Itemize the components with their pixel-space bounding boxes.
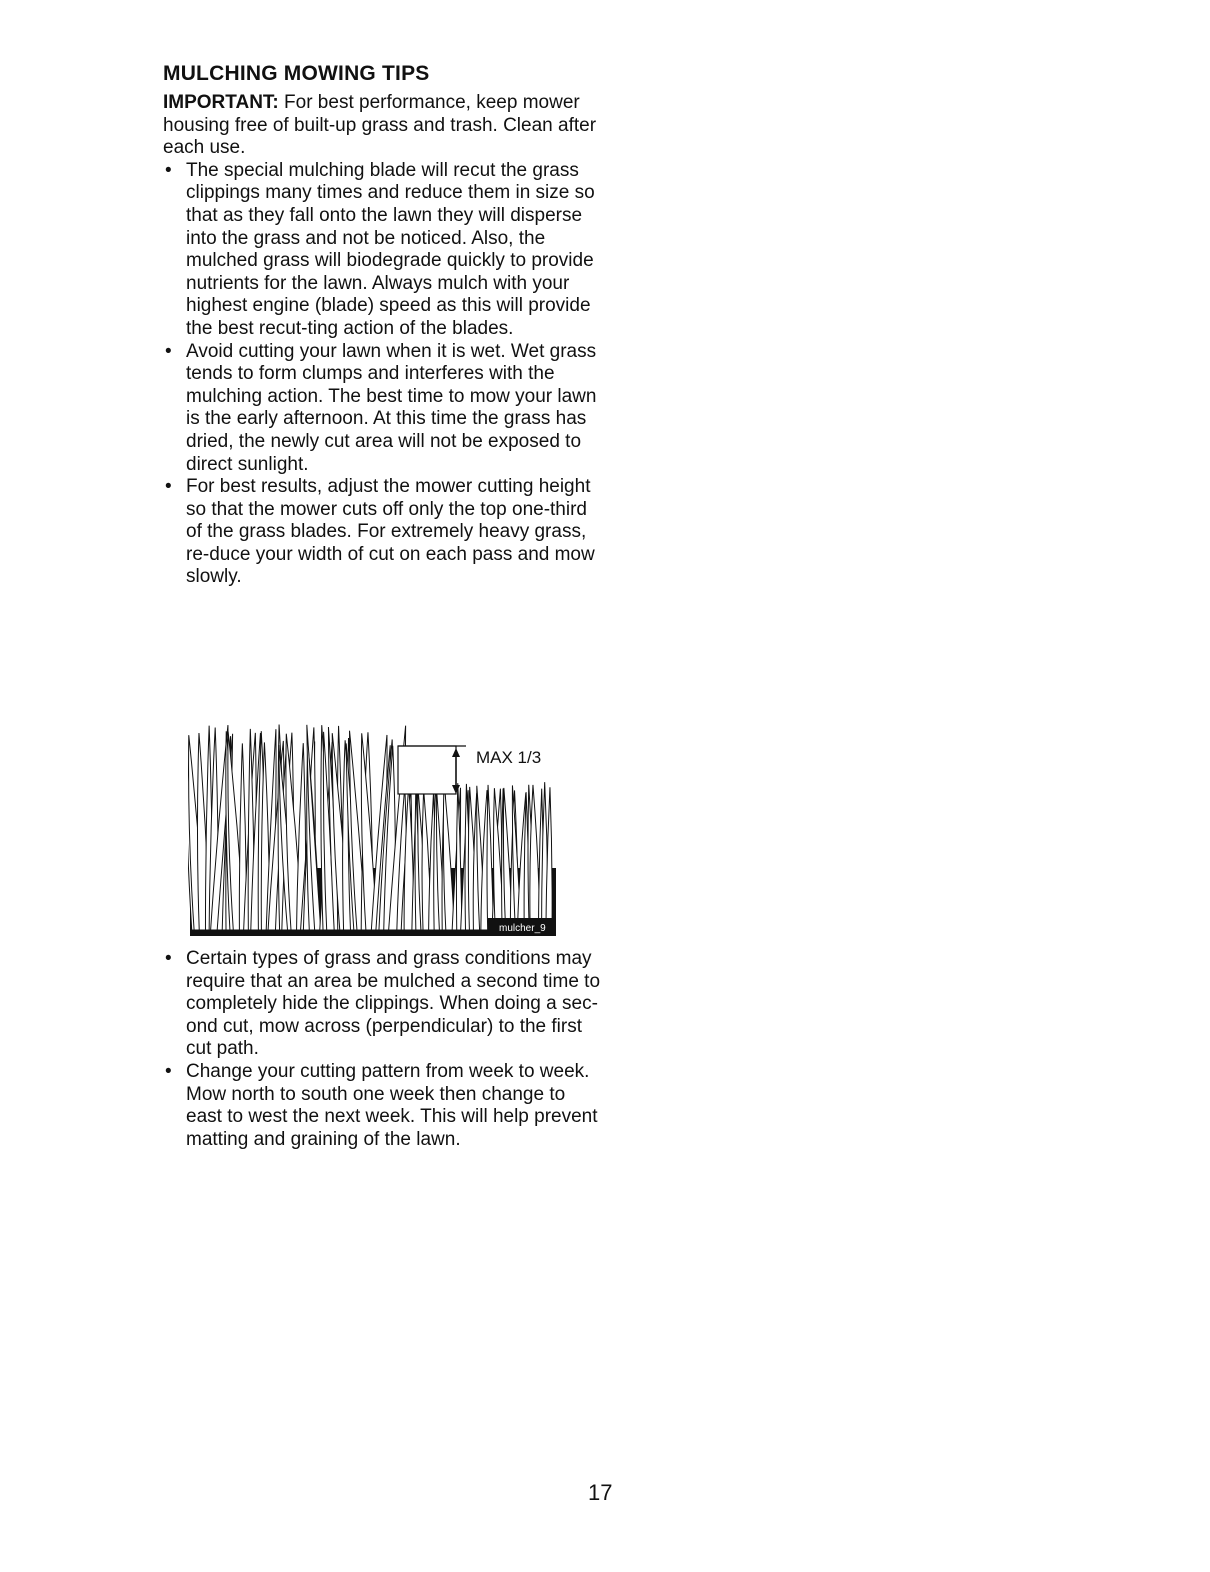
list-item: • The special mulching blade will recut the grass clippings many times and reduce them in size so that as they fall onto the lawn they will disperse into the grass and not be noticed. Also, the mulched grass will biodegrade quickly to provide nutrients for the lawn. Always mulch with your highest engine (blade) speed as this will provide the best recut-ting action of the blades. <box>163 160 603 341</box>
list-item: • Avoid cutting your lawn when it is wet. Wet grass tends to form clumps and interferes with the mulching action. The best time to mow your lawn is the early afternoon. At this time the grass has dried, the newly cut area will not be exposed to direct sunlight. <box>163 341 603 477</box>
mulching-tips-section <box>163 62 603 589</box>
grass-cutting-illustration <box>188 718 568 938</box>
cut-area-outline <box>398 746 456 794</box>
important-note <box>163 92 603 160</box>
grass-drawing <box>188 718 568 938</box>
important-label: IMPORTANT: <box>163 92 279 113</box>
grass-blade <box>546 787 552 930</box>
important-text: For best performance, keep mower housing free of built-up grass and trash. Clean after each use. <box>163 92 597 159</box>
max-label: MAX 1/3 <box>476 748 542 767</box>
cut-grass <box>397 780 552 930</box>
figure-caption: mulcher_9 <box>499 923 546 934</box>
uncut-grass <box>188 725 406 930</box>
page-number: 17 <box>588 1480 613 1505</box>
list-item: • For best results, adjust the mower cutting height so that the mower cuts off only the top one-third of the grass blades. For extremely heavy grass, re-duce your width of cut on each pass and mow slowly. <box>163 476 603 589</box>
more-tips-section <box>163 948 603 1151</box>
tips-list-bottom <box>163 948 603 1151</box>
list-item: • Change your cutting pattern from week to week. Mow north to south one week then change to east to west the next week. This will help prevent matting and graining of the lawn. <box>163 1061 603 1151</box>
tips-list-top <box>163 160 603 589</box>
section-heading: MULCHING MOWING TIPS <box>163 62 430 85</box>
list-item: • Certain types of grass and grass conditions may require that an area be mulched a second time to completely hide the clippings. When doing a sec-ond cut, mow across (perpendicular) to the first cut path. <box>163 948 603 1061</box>
